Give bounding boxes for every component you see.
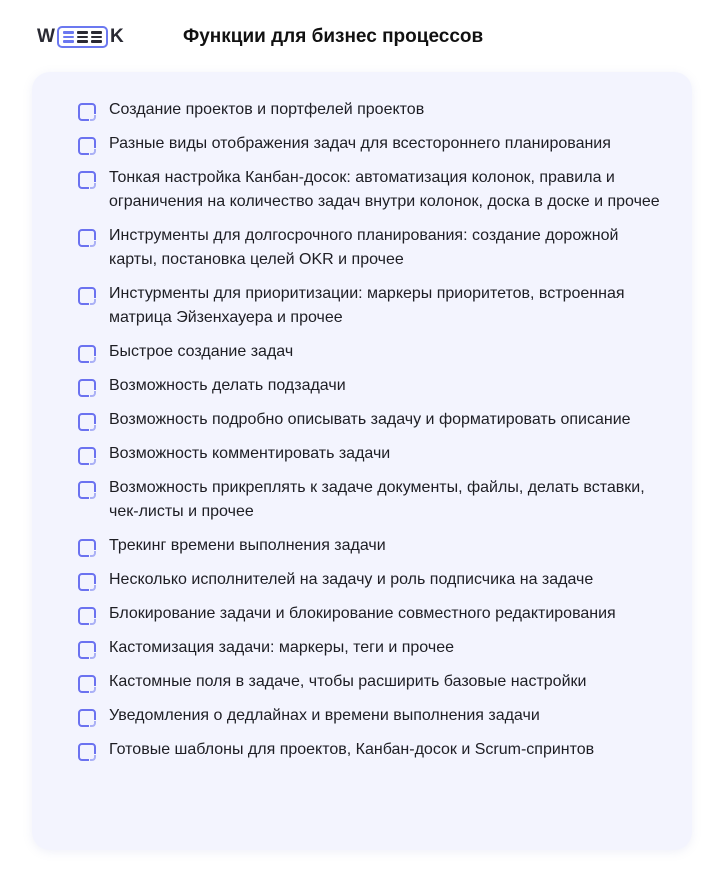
checkbox-icon[interactable]: [78, 137, 96, 155]
feature-item[interactable]: [78, 410, 668, 432]
feature-label: Возможность комментировать задачи: [109, 445, 391, 462]
feature-label: Инструменты для долгосрочного планирования: создание дорожной карты, постановка целей OKR и прочее: [109, 227, 619, 268]
feature-label: Кастомные поля в задаче, чтобы расширить базовые настройки: [109, 673, 587, 690]
feature-label: Несколько исполнителей на задачу и роль подписчика на задаче: [109, 571, 594, 588]
feature-item[interactable]: [78, 740, 668, 762]
checkbox-icon[interactable]: [78, 171, 96, 189]
feature-item[interactable]: [78, 134, 668, 156]
weeek-logo: [37, 26, 124, 48]
checkbox-icon[interactable]: [78, 709, 96, 727]
feature-item[interactable]: [78, 168, 668, 214]
feature-label: Возможность делать подзадачи: [109, 377, 346, 394]
checkbox-icon[interactable]: [78, 379, 96, 397]
feature-label: Трекинг времени выполнения задачи: [109, 537, 386, 554]
checkbox-icon[interactable]: [78, 607, 96, 625]
checkbox-icon[interactable]: [78, 675, 96, 693]
logo-letter: W: [37, 26, 55, 47]
checkbox-icon[interactable]: [78, 573, 96, 591]
feature-item[interactable]: [78, 570, 668, 592]
checkbox-icon[interactable]: [78, 287, 96, 305]
feature-label: Возможность прикреплять к задаче документы, файлы, делать вставки, чек-листы и прочее: [109, 479, 645, 520]
logo-letter: K: [109, 26, 124, 47]
checkbox-icon[interactable]: [78, 539, 96, 557]
feature-label: Уведомления о дедлайнах и времени выполнения задачи: [109, 707, 540, 724]
checkbox-icon[interactable]: [78, 481, 96, 499]
checkbox-icon[interactable]: [78, 345, 96, 363]
feature-item[interactable]: [78, 672, 668, 694]
feature-label: Инстурменты для приоритизации: маркеры приоритетов, встроенная матрица Эйзенхауера и прочее: [109, 285, 625, 326]
feature-item[interactable]: [78, 100, 668, 122]
feature-item[interactable]: [78, 536, 668, 558]
feature-item[interactable]: [78, 284, 668, 330]
feature-item[interactable]: [78, 444, 668, 466]
checkbox-icon[interactable]: [78, 229, 96, 247]
checkbox-icon[interactable]: [78, 447, 96, 465]
checkbox-icon[interactable]: [78, 743, 96, 761]
feature-item[interactable]: [78, 706, 668, 728]
feature-label: Создание проектов и портфелей проектов: [109, 101, 425, 118]
feature-item[interactable]: [78, 604, 668, 626]
feature-label: Разные виды отображения задач для всестороннего планирования: [109, 135, 611, 152]
feature-label: Блокирование задачи и блокирование совместного редактирования: [109, 605, 616, 622]
feature-list: [78, 100, 668, 774]
feature-label: Готовые шаблоны для проектов, Канбан-досок и Scrum-спринтов: [109, 741, 595, 758]
logo-box-icon: [57, 26, 108, 48]
feature-label: Тонкая настройка Канбан-досок: автоматизация колонок, правила и ограничения на количество задач внутри колонок, доска в доске и прочее: [109, 169, 660, 210]
feature-label: Возможность подробно описывать задачу и форматировать описание: [109, 411, 631, 428]
feature-item[interactable]: [78, 638, 668, 660]
checkbox-icon[interactable]: [78, 641, 96, 659]
page-title: Функции для бизнес процессов: [183, 26, 484, 47]
checkbox-icon[interactable]: [78, 103, 96, 121]
feature-label: Кастомизация задачи: маркеры, теги и прочее: [109, 639, 454, 656]
checkbox-icon[interactable]: [78, 413, 96, 431]
feature-label: Быстрое создание задач: [109, 343, 294, 360]
feature-item[interactable]: [78, 478, 668, 524]
feature-item[interactable]: [78, 226, 668, 272]
feature-item[interactable]: [78, 342, 668, 364]
feature-item[interactable]: [78, 376, 668, 398]
